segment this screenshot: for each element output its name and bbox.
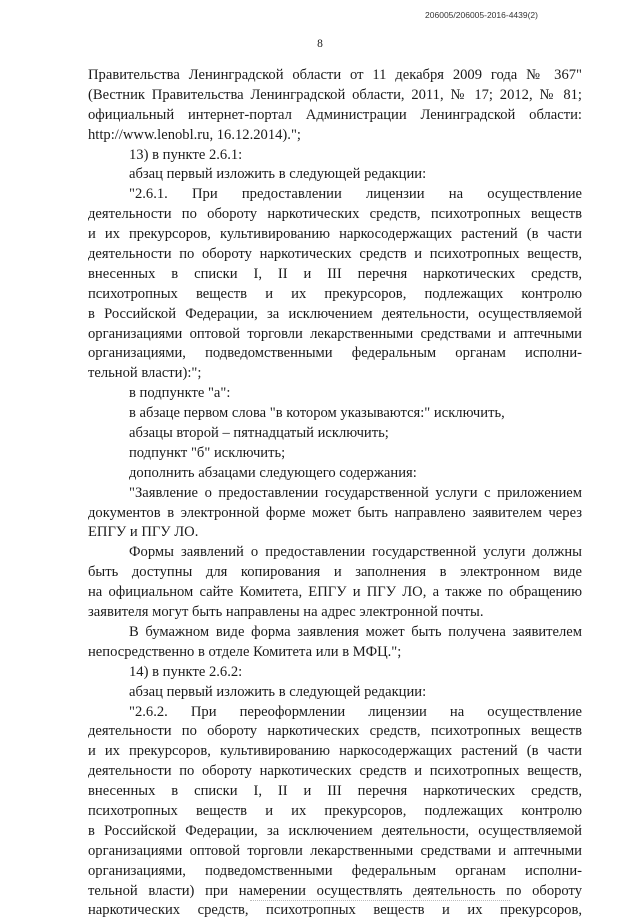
text-line: на официальном сайте Комитета, ЕПГУ и ПГУ ЛО, а также по обращению (88, 584, 582, 601)
text-line: В бумажном виде форма заявления может быть получена заявителем (129, 623, 582, 640)
text-line: психотропных веществ и их прекурсоров, подлежащих контролю (88, 802, 582, 819)
text-line: организациями оптовой торговли лекарственными средствами и аптечными (88, 842, 582, 859)
text-line: тельной власти):"; (88, 365, 202, 382)
text-line: и их прекурсоров, культивированию наркосодержащих растений (в части (88, 743, 582, 760)
page-number: 8 (317, 38, 323, 50)
text-line: организациями, подведомственными федеральным органам исполни- (88, 862, 582, 879)
text-line: и их прекурсоров, культивированию наркосодержащих растений (в части (88, 226, 582, 243)
text-line: http://www.lenobl.ru, 16.12.2014)."; (88, 126, 301, 143)
text-line: (Вестник Правительства Ленинградской области, 2011, № 17; 2012, № 81; (88, 86, 582, 103)
text-line: абзац первый изложить в следующей редакции: (129, 166, 427, 183)
text-line: в Российской Федерации, за исключением деятельности, осуществляемой (88, 305, 582, 322)
text-line: деятельности по обороту наркотических средств и психотропных веществ, (88, 763, 582, 780)
text-line: быть доступны для копирования и заполнения в электронном виде (88, 564, 582, 581)
text-line: документов в электронной форме может быть направлено заявителем через (88, 504, 582, 521)
text-line: официальный интернет-портал Администрации Ленинградской области: (88, 106, 582, 123)
text-line: организациями оптовой торговли лекарственными средствами и аптечными (88, 325, 582, 342)
text-line: внесенных в списки I, II и III перечня наркотических средств, (88, 783, 582, 800)
text-line: непосредственно в отделе Комитета или в МФЦ."; (88, 643, 402, 660)
text-line: "Заявление о предоставлении государственной услуги с приложением (129, 484, 582, 501)
text-line: ЕПГУ и ПГУ ЛО. (88, 524, 199, 541)
text-line: психотропных веществ и их прекурсоров, подлежащих контролю (88, 285, 582, 302)
text-line: абзац первый изложить в следующей редакции: (129, 683, 427, 700)
text-line: деятельности по обороту наркотических средств и психотропных веществ, (88, 246, 582, 263)
text-line: организациями, подведомственными федеральным органам исполни- (88, 345, 582, 362)
text-line: заявителя могут быть направлены на адрес электронной почты. (88, 604, 484, 621)
text-line: дополнить абзацами следующего содержания: (129, 464, 417, 481)
text-line: в абзаце первом слова "в котором указываются:" исключить, (129, 405, 505, 422)
text-line: 14) в пункте 2.6.2: (129, 663, 243, 680)
footer-divider (250, 900, 510, 901)
text-line: в подпункте "а": (129, 385, 231, 402)
document-id: 206005/206005-2016-4439(2) (425, 10, 538, 20)
text-line: в Российской Федерации, за исключением деятельности, осуществляемой (88, 822, 582, 839)
text-line: Формы заявлений о предоставлении государственной услуги должны (129, 544, 582, 561)
text-line: Правительства Ленинградской области от 11 декабря 2009 года № 367" (88, 67, 582, 83)
text-line: тельной власти) при намерении осуществлять деятельность по обороту (88, 882, 582, 899)
text-line: абзацы второй – пятнадцатый исключить; (129, 425, 389, 442)
text-line: 13) в пункте 2.6.1: (129, 146, 243, 163)
text-line: внесенных в списки I, II и III перечня наркотических средств, (88, 265, 582, 282)
text-line: "2.6.1. При предоставлении лицензии на осуществление (129, 186, 582, 203)
document-body (88, 66, 582, 921)
text-line: деятельности по обороту наркотических средств, психотропных веществ (88, 723, 582, 740)
text-line: деятельности по обороту наркотических средств, психотропных веществ (88, 206, 582, 223)
text-line: "2.6.2. При переоформлении лицензии на осуществление (129, 703, 582, 720)
text-line: подпункт "б" исключить; (129, 444, 286, 461)
text-line: наркотических средств, психотропных веществ и их прекурсоров, (88, 902, 582, 919)
